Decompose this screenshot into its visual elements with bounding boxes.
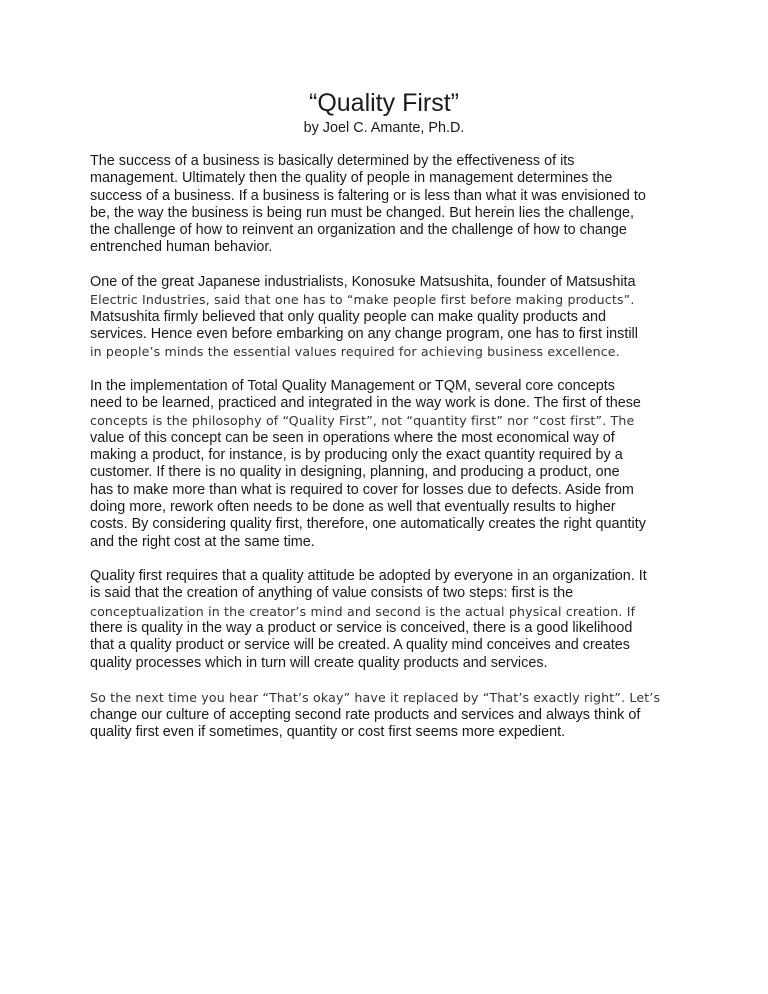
paragraph-line: The success of a business is basically determined by the effectiveness of its [90,153,575,169]
document-byline: by Joel C. Amante, Ph.D. [303,120,465,136]
paragraph-line: Quality first requires that a quality attitude be adopted by everyone in an organization. It [90,568,647,585]
paragraph-line: One of the great Japanese industrialists, Konosuke Matsushita, founder of Matsushita [90,274,636,291]
paragraph-line: Matsushita firmly believed that only quality people can make quality products and [90,308,606,325]
paragraph [90,568,690,672]
paragraph [90,378,690,551]
paragraph-line: success of a business. If a business is faltering or is less than what it was envisioned to [90,187,646,204]
paragraph-line: concepts is the philosophy of “Quality First”, not “quantity first” nor “cost first”. The [90,413,635,429]
paragraph-line: and the right cost at the same time. [90,533,315,550]
paragraph-line: conceptualization in the creator’s mind and second is the actual physical creation. If [90,603,636,619]
paragraph [90,274,690,360]
paragraph-line: doing more, rework often needs to be done as well that eventually results to higher [90,498,616,515]
paragraph-line: has to make more than what is required to cover for losses due to defects. Aside from [90,481,634,498]
document-body [90,153,690,741]
paragraph-line: management. Ultimately then the quality of people in management determines the [90,170,613,187]
paragraph-gap [90,551,690,568]
paragraph-gap [90,672,690,689]
paragraph-line: need to be learned, practiced and integrated in the way work is done. The first of these [90,395,641,412]
paragraph-line: be, the way the business is being run must be changed. But herein lies the challenge, [90,204,634,221]
paragraph-line: is said that the creation of anything of value consists of two steps: first is the [90,585,574,602]
paragraph-line: quality first even if sometimes, quantity or cost first seems more expedient. [90,723,566,740]
paragraph-line: making a product, for instance, is by producing only the exact quantity required by a [90,447,623,464]
paragraph-line: value of this concept can be seen in operations where the most economical way of [90,429,615,446]
paragraph-line: In the implementation of Total Quality Management or TQM, several core concepts [90,377,615,394]
paragraph [90,689,690,741]
paragraph-line: services. Hence even before embarking on any change program, one has to first instill [90,325,638,342]
paragraph-line: entrenched human behavior. [90,239,273,256]
paragraph-line: in people’s minds the essential values required for achieving business excellence. [90,344,620,360]
paragraph-line: there is quality in the way a product or service is conceived, there is a good likelihood [90,620,633,637]
paragraph-line: change our culture of accepting second rate products and services and always think of [90,706,641,723]
document-title: “Quality First” [309,89,459,117]
paragraph-line: that a quality product or service will be created. A quality mind conceives and creates [90,637,630,654]
paragraph-line: costs. By considering quality first, therefore, one automatically creates the right quantity [90,516,646,533]
paragraph-gap [90,257,690,274]
paragraph-line: customer. If there is no quality in designing, planning, and producing a product, one [90,464,620,481]
paragraph-line: So the next time you hear “That’s okay” have it replaced by “That’s exactly right”. Let’s [90,690,661,706]
paragraph-line: quality processes which in turn will create quality products and services. [90,654,548,671]
paragraph-line: Electric Industries, said that one has to “make people first before making products”. [90,292,635,308]
paragraph-line: the challenge of how to reinvent an organization and the challenge of how to change [90,222,627,239]
paragraph [90,153,690,257]
paragraph-gap [90,361,690,378]
